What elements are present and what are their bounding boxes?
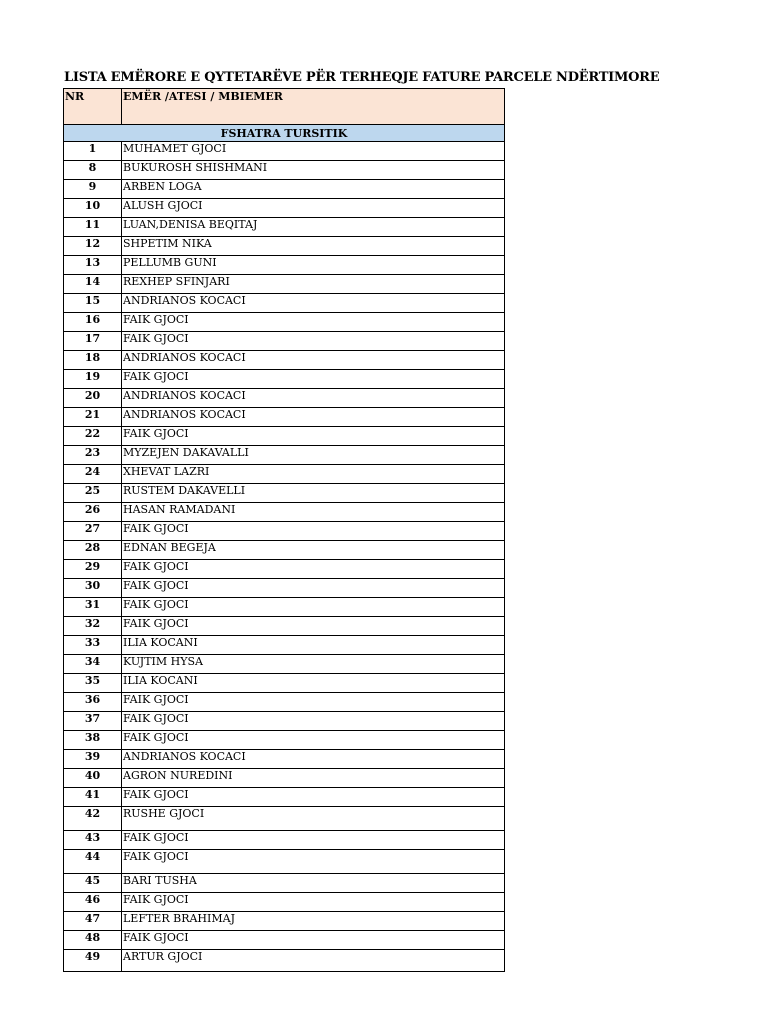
row-number: 28 [64,541,122,560]
table-row [64,427,505,446]
row-name: ANDRIANOS KOCACI [122,408,505,427]
row-number: 45 [64,874,122,893]
row-number: 37 [64,712,122,731]
row-name: RUSHE GJOCI [122,807,505,831]
table-row [64,893,505,912]
row-number: 17 [64,332,122,351]
table-row [64,636,505,655]
row-name: FAIK GJOCI [122,931,505,950]
row-name: AGRON NUREDINI [122,769,505,788]
row-name: HASAN RAMADANI [122,503,505,522]
table-row [64,674,505,693]
row-name: ARBEN LOGA [122,180,505,199]
row-number: 14 [64,275,122,294]
row-name: FAIK GJOCI [122,712,505,731]
row-name: EDNAN BEGEJA [122,541,505,560]
row-name: ANDRIANOS KOCACI [122,351,505,370]
row-name: FAIK GJOCI [122,427,505,446]
row-name: ANDRIANOS KOCACI [122,294,505,313]
row-name: ILIA KOCANI [122,636,505,655]
table-row [64,579,505,598]
row-name: MUHAMET GJOCI [122,142,505,161]
row-name: FAIK GJOCI [122,370,505,389]
row-name: FAIK GJOCI [122,617,505,636]
row-name: SHPETIM NIKA [122,237,505,256]
row-name: FAIK GJOCI [122,579,505,598]
row-name: REXHEP SFINJARI [122,275,505,294]
row-name: FAIK GJOCI [122,313,505,332]
row-name: ANDRIANOS KOCACI [122,750,505,769]
row-name: FAIK GJOCI [122,560,505,579]
table-row [64,807,505,831]
table-header-row [64,89,505,125]
table-row [64,950,505,972]
table-row [64,351,505,370]
table-row [64,294,505,313]
table-row [64,712,505,731]
section-title: FSHATRA TURSITIK [64,125,505,142]
row-number: 34 [64,655,122,674]
row-number: 41 [64,788,122,807]
row-number: 43 [64,831,122,850]
row-name: LEFTER BRAHIMAJ [122,912,505,931]
row-name: FAIK GJOCI [122,731,505,750]
table-row [64,598,505,617]
row-number: 46 [64,893,122,912]
row-number: 19 [64,370,122,389]
table-row [64,503,505,522]
row-name: ARTUR GJOCI [122,950,505,972]
row-number: 32 [64,617,122,636]
row-number: 36 [64,693,122,712]
table-row [64,218,505,237]
row-number: 29 [64,560,122,579]
row-number: 25 [64,484,122,503]
row-number: 13 [64,256,122,275]
row-number: 44 [64,850,122,874]
table-row [64,522,505,541]
row-name: FAIK GJOCI [122,893,505,912]
row-number: 30 [64,579,122,598]
row-name: FAIK GJOCI [122,598,505,617]
row-name: FAIK GJOCI [122,831,505,850]
table-row [64,693,505,712]
table-row [64,465,505,484]
row-number: 10 [64,199,122,218]
row-name: FAIK GJOCI [122,522,505,541]
row-number: 16 [64,313,122,332]
column-header-nr: NR [64,89,122,125]
row-name: ILIA KOCANI [122,674,505,693]
table-row [64,655,505,674]
table-row [64,560,505,579]
row-number: 42 [64,807,122,831]
row-number: 47 [64,912,122,931]
table-row [64,788,505,807]
document-title: LISTA EMËRORE E QYTETARËVE PËR TERHEQJE FATURE PARCELE NDËRTIMORE [64,70,660,85]
table-row [64,912,505,931]
table-row [64,389,505,408]
row-name: MYZEJEN DAKAVALLI [122,446,505,465]
row-name: ANDRIANOS KOCACI [122,389,505,408]
table-row [64,142,505,161]
row-name: FAIK GJOCI [122,850,505,874]
row-number: 26 [64,503,122,522]
table-row [64,731,505,750]
row-number: 21 [64,408,122,427]
table-row [64,256,505,275]
column-header-name: EMËR /ATESI / MBIEMER [122,89,505,125]
row-name: FAIK GJOCI [122,693,505,712]
row-number: 8 [64,161,122,180]
row-number: 15 [64,294,122,313]
row-number: 24 [64,465,122,484]
row-number: 12 [64,237,122,256]
row-number: 1 [64,142,122,161]
row-number: 27 [64,522,122,541]
table-row [64,831,505,850]
row-name: KUJTIM HYSA [122,655,505,674]
table-row [64,446,505,465]
row-number: 23 [64,446,122,465]
row-number: 48 [64,931,122,950]
row-number: 31 [64,598,122,617]
row-name: ALUSH GJOCI [122,199,505,218]
table-row [64,541,505,560]
row-number: 33 [64,636,122,655]
table-row [64,199,505,218]
row-number: 49 [64,950,122,972]
row-number: 38 [64,731,122,750]
table-row [64,332,505,351]
row-number: 39 [64,750,122,769]
table-row [64,769,505,788]
row-number: 40 [64,769,122,788]
row-number: 20 [64,389,122,408]
row-name: LUAN,DENISA BEQITAJ [122,218,505,237]
table-row [64,275,505,294]
row-number: 35 [64,674,122,693]
row-name: BUKUROSH SHISHMANI [122,161,505,180]
row-name: BARI TUSHA [122,874,505,893]
row-number: 18 [64,351,122,370]
row-name: FAIK GJOCI [122,332,505,351]
table-row [64,874,505,893]
citizen-list-table [63,88,505,972]
table-row [64,484,505,503]
row-name: PELLUMB GUNI [122,256,505,275]
row-name: FAIK GJOCI [122,788,505,807]
table-row [64,931,505,950]
table-row [64,750,505,769]
table-row [64,850,505,874]
table-row [64,617,505,636]
table-row [64,161,505,180]
row-number: 22 [64,427,122,446]
row-number: 11 [64,218,122,237]
row-name: XHEVAT LAZRI [122,465,505,484]
row-number: 9 [64,180,122,199]
row-name: RUSTEM DAKAVELLI [122,484,505,503]
section-header-row [64,125,505,142]
table-row [64,370,505,389]
table-row [64,180,505,199]
table-row [64,408,505,427]
table-row [64,313,505,332]
table-row [64,237,505,256]
